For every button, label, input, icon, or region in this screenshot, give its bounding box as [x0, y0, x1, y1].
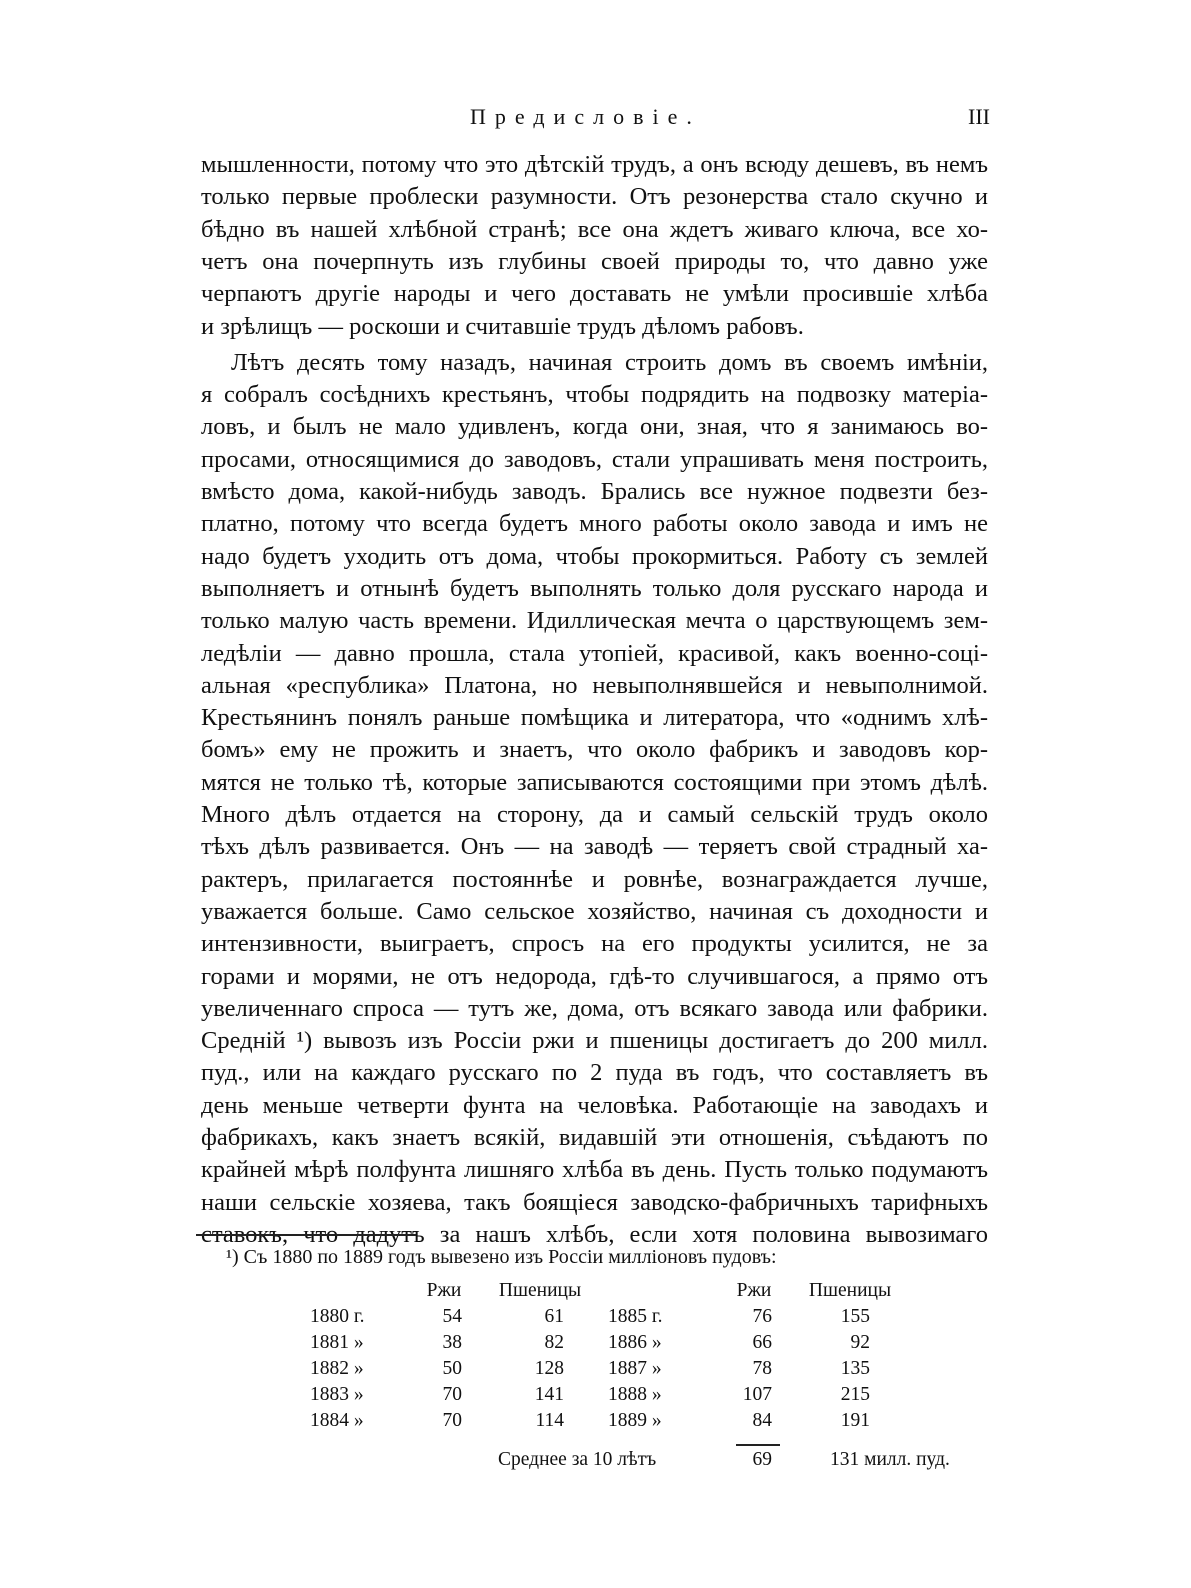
table-rye-value: 76 [752, 1306, 772, 1327]
text-line: черпаютъ другіе народы и чего доставать не умѣли просившіе хлѣба [201, 280, 988, 308]
table-wheat-value: 155 [840, 1306, 870, 1327]
text-line: бомъ» ему не прожить и знаетъ, что около фабрикъ и заводовъ кор- [201, 736, 988, 764]
header-rye-left: Ржи [426, 1280, 462, 1301]
table-year: 1882 » [310, 1358, 364, 1379]
text-line: просами, относящимися до заводовъ, стали упрашивать меня построить, [201, 445, 988, 473]
text-line: вмѣсто дома, какой-нибудь заводъ. Брались все нужное подвезти без- [201, 478, 988, 505]
table-year: 1889 » [608, 1410, 662, 1431]
running-title: Предисловіе. [470, 104, 701, 129]
text-line: наши сельскіе хозяева, такъ боящіеся заводско-фабричныхъ тарифныхъ [201, 1188, 988, 1216]
text-line: четъ она почерпнуть изъ глубины своей природы то, что давно уже [201, 247, 988, 275]
average-wheat: 131 милл. пуд. [830, 1449, 950, 1470]
table-wheat-value: 215 [840, 1384, 870, 1405]
footnote-title: ¹) Съ 1880 по 1889 годъ вывезено изъ Россіи милліоновъ пудовъ: [226, 1246, 777, 1268]
table-year: 1883 » [310, 1384, 364, 1405]
text-line: Крестьянинъ понялъ раньше помѣщика и литератора, что «однимъ хлѣ- [201, 704, 988, 732]
text-line: интензивности, выиграетъ, спросъ на его продукты усилится, не за [201, 930, 988, 958]
text-line: пуд., или на каждаго русскаго по 2 пуда въ годъ, что составляетъ въ [201, 1059, 988, 1087]
table-rye-value: 50 [442, 1358, 462, 1379]
table-year: 1884 » [310, 1410, 364, 1431]
table-wheat-value: 114 [535, 1410, 564, 1431]
table-rye-value: 66 [752, 1332, 772, 1353]
text-line: платно, потому что всегда будетъ много работы около завода и имъ не [201, 510, 988, 538]
table-rye-value: 70 [442, 1384, 462, 1405]
header-wheat-right: Пшеницы [808, 1280, 892, 1301]
table-wheat-value: 82 [544, 1332, 564, 1353]
text-line: день меньше четверти фунта на человѣка. Работающіе на заводахъ и [201, 1091, 988, 1119]
text-line: крайней мѣрѣ полфунта лишняго хлѣба въ день. Пусть только подумаютъ [201, 1156, 988, 1184]
table-wheat-value: 92 [850, 1332, 870, 1353]
table-rye-value: 84 [752, 1410, 772, 1431]
table-year: 1888 » [608, 1384, 662, 1405]
table-year: 1881 » [310, 1332, 364, 1353]
table-wheat-value: 191 [840, 1410, 870, 1431]
table-year: 1880 г. [310, 1306, 365, 1327]
average-rye: 69 [752, 1449, 772, 1470]
text-line: ставокъ, что дадутъ за нашъ хлѣбъ, если хотя половина вывозимаго [201, 1220, 988, 1248]
text-line: и зрѣлищъ — роскоши и считавшіе трудъ дѣломъ рабовъ. [201, 312, 804, 340]
text-line: мятся не только тѣ, которые записываются состоящими при этомъ дѣлѣ. [201, 768, 988, 796]
text-line: фабрикахъ, какъ знаетъ всякій, видавшій эти отношенія, съѣдаютъ по [201, 1124, 988, 1151]
text-line: выполняетъ и отнынѣ будетъ выполнять только доля русскаго народа и [201, 574, 988, 602]
table-wheat-value: 135 [840, 1358, 870, 1379]
text-line: бѣдно въ нашей хлѣбной странѣ; все она ждетъ живаго ключа, все хо- [201, 215, 988, 243]
text-line: только малую часть времени. Идиллическая мечта о царствующемъ зем- [201, 607, 988, 635]
header-wheat-left: Пшеницы [498, 1280, 582, 1301]
table-wheat-value: 61 [544, 1306, 564, 1327]
text-line: ледѣліи — давно прошла, стала утопіей, красивой, какъ военно-соці- [201, 639, 988, 667]
text-line: надо будетъ уходить отъ дома, чтобы прокормиться. Работу съ землей [201, 542, 988, 570]
text-line: Лѣтъ десять тому назадъ, начиная строить домъ въ своемъ имѣніи, [231, 348, 988, 376]
table-year: 1885 г. [608, 1306, 663, 1327]
average-label: Среднее за 10 лѣтъ [498, 1449, 657, 1470]
table-wheat-value: 141 [534, 1384, 564, 1405]
text-line: Средній ¹) вывозъ изъ Россіи ржи и пшеницы достигаетъ до 200 милл. [201, 1027, 988, 1055]
header-rye-right: Ржи [736, 1280, 772, 1301]
text-line: увеличеннаго спроса — тутъ же, дома, отъ всякаго завода или фабрики. [201, 994, 988, 1022]
table-rye-value: 38 [442, 1332, 462, 1353]
text-line: только первые проблески разумности. Отъ резонерства стало скучно и [201, 183, 988, 211]
footnote-rule [196, 1234, 416, 1236]
text-line: альная «республика» Платона, но невыполнявшейся и невыполнимой. [201, 671, 988, 699]
text-line: горами и морями, не отъ недорода, гдѣ-то случившагося, а прямо отъ [201, 962, 988, 990]
table-rye-value: 54 [442, 1306, 462, 1327]
sum-rule [736, 1444, 780, 1446]
table-wheat-value: 128 [534, 1358, 564, 1379]
text-line: мышленности, потому что это дѣтскій трудъ, а онъ всюду дешевъ, въ немъ [201, 151, 988, 178]
text-line: рактеръ, прилагается постояннѣе и ровнѣе, вознаграждается лучше, [201, 865, 988, 893]
text-line: ловъ, и былъ не мало удивленъ, когда они, зная, что я занимаюсь во- [201, 413, 988, 441]
text-line: я собралъ сосѣднихъ крестьянъ, чтобы подрядить на подвозку матеріа- [201, 381, 988, 409]
text-line: уважается больше. Само сельское хозяйство, начиная съ доходности и [201, 897, 988, 925]
page-number: III [968, 104, 990, 129]
table-rye-value: 78 [752, 1358, 772, 1379]
table-rye-value: 70 [442, 1410, 462, 1431]
table-year: 1887 » [608, 1358, 662, 1379]
text-line: тѣхъ дѣлъ развивается. Онъ — на заводѣ — теряетъ свой страдный ха- [201, 833, 988, 861]
text-line: Много дѣлъ отдается на сторону, да и самый сельскій трудъ около [201, 801, 988, 828]
table-year: 1886 » [608, 1332, 662, 1353]
table-rye-value: 107 [742, 1384, 772, 1405]
